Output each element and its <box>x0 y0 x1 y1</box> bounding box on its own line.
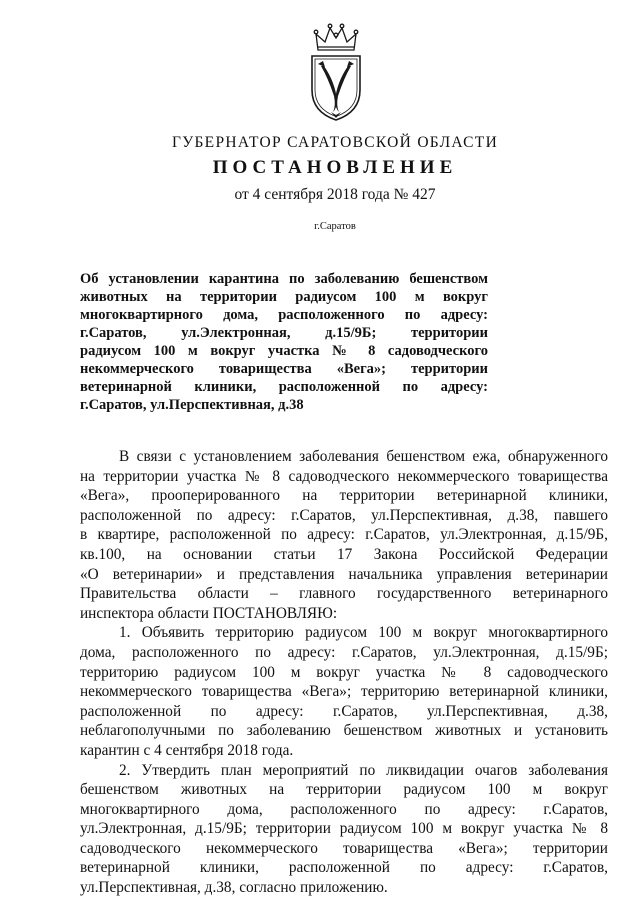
body-line: кв.100, на основании статьи 17 Закона Российской Федерации <box>80 545 608 563</box>
body-line: 1. Объявить территорию радиусом 100 м вокруг многоквартирного <box>119 624 608 642</box>
body-line: ветеринарной клиники, расположенной по адресу: г.Саратов, <box>80 859 608 877</box>
document-body <box>80 447 608 898</box>
subject-line: животных на территории радиусом 100 м вокруг <box>80 289 488 305</box>
body-line: на территории участка № 8 садоводческого некоммерческого товарищества <box>80 467 608 485</box>
body-line: расположенной по адресу: г.Саратов, ул.Перспективная, д.38, павшего <box>80 506 608 524</box>
body-line: В связи с установлением заболевания бешенством ежа, обнаруженного <box>119 448 608 465</box>
body-line: в квартире, расположенной по адресу: г.Саратов, ул.Электронная, д.15/9Б, <box>80 526 608 544</box>
body-line: ул.Перспективная, д.38, согласно приложению. <box>80 879 388 897</box>
subject-line: ветеринарной клиники, расположенной по адресу: <box>80 379 488 395</box>
body-line: садоводческого некоммерческого товарищества «Вега»; территории <box>80 839 608 857</box>
body-line: «О ветеринарии» и представления начальника управления ветеринарии <box>80 565 608 583</box>
coat-of-arms-emblem <box>306 20 366 122</box>
body-line: ул.Электронная, д.15/9Б; территории радиусом 100 м вокруг участка № 8 <box>80 820 608 838</box>
body-line: 2. Утвердить план мероприятий по ликвидации очагов заболевания <box>119 761 608 779</box>
body-line: неблагополучными по заболеванию бешенством животных и установить <box>80 722 608 740</box>
subject-line: многоквартирного дома, расположенного по адресу: <box>80 307 488 323</box>
document-city: г.Саратов <box>314 221 356 232</box>
body-line: карантин с 4 сентября 2018 года. <box>80 741 294 759</box>
body-line: «Вега», прооперированного на территории ветеринарной клиники, <box>80 487 608 505</box>
subject-line: г.Саратов, ул.Перспективная, д.38 <box>80 397 304 413</box>
document-date-number: от 4 сентября 2018 года № 427 <box>234 186 436 203</box>
subject-line: радиусом 100 м вокруг участка № 8 садоводческого <box>80 343 488 359</box>
document-subject <box>80 270 488 414</box>
body-line: расположенной по адресу: г.Саратов, ул.Перспективная, д.38, <box>80 702 608 720</box>
subject-line: г.Саратов, ул.Электронная, д.15/9Б; территории <box>80 325 488 341</box>
body-line: некоммерческого товарищества «Вега»; территорию ветеринарной клиники, <box>80 683 608 701</box>
document-type-heading: ПОСТАНОВЛЕНИЕ <box>212 157 458 178</box>
body-line: территорию радиусом 100 м вокруг участка № 8 садоводческого <box>80 663 608 681</box>
body-line: дома, расположенного по адресу: г.Саратов, ул.Электронная, д.15/9Б; <box>80 643 608 661</box>
organization-title: ГУБЕРНАТОР САРАТОВСКОЙ ОБЛАСТИ <box>171 134 499 151</box>
body-line: бешенством животных на территории радиусом 100 м вокруг <box>80 781 608 799</box>
body-line: многоквартирного дома, расположенного по адресу: г.Саратов, <box>80 800 608 818</box>
body-line: Правительства области – главного государственного ветеринарного <box>80 585 608 603</box>
subject-line: Об установлении карантина по заболеванию бешенством <box>80 271 488 287</box>
subject-line: некоммерческого товарищества «Вега»; территории <box>80 361 488 377</box>
body-line: инспектора области ПОСТАНОВЛЯЮ: <box>80 604 338 622</box>
